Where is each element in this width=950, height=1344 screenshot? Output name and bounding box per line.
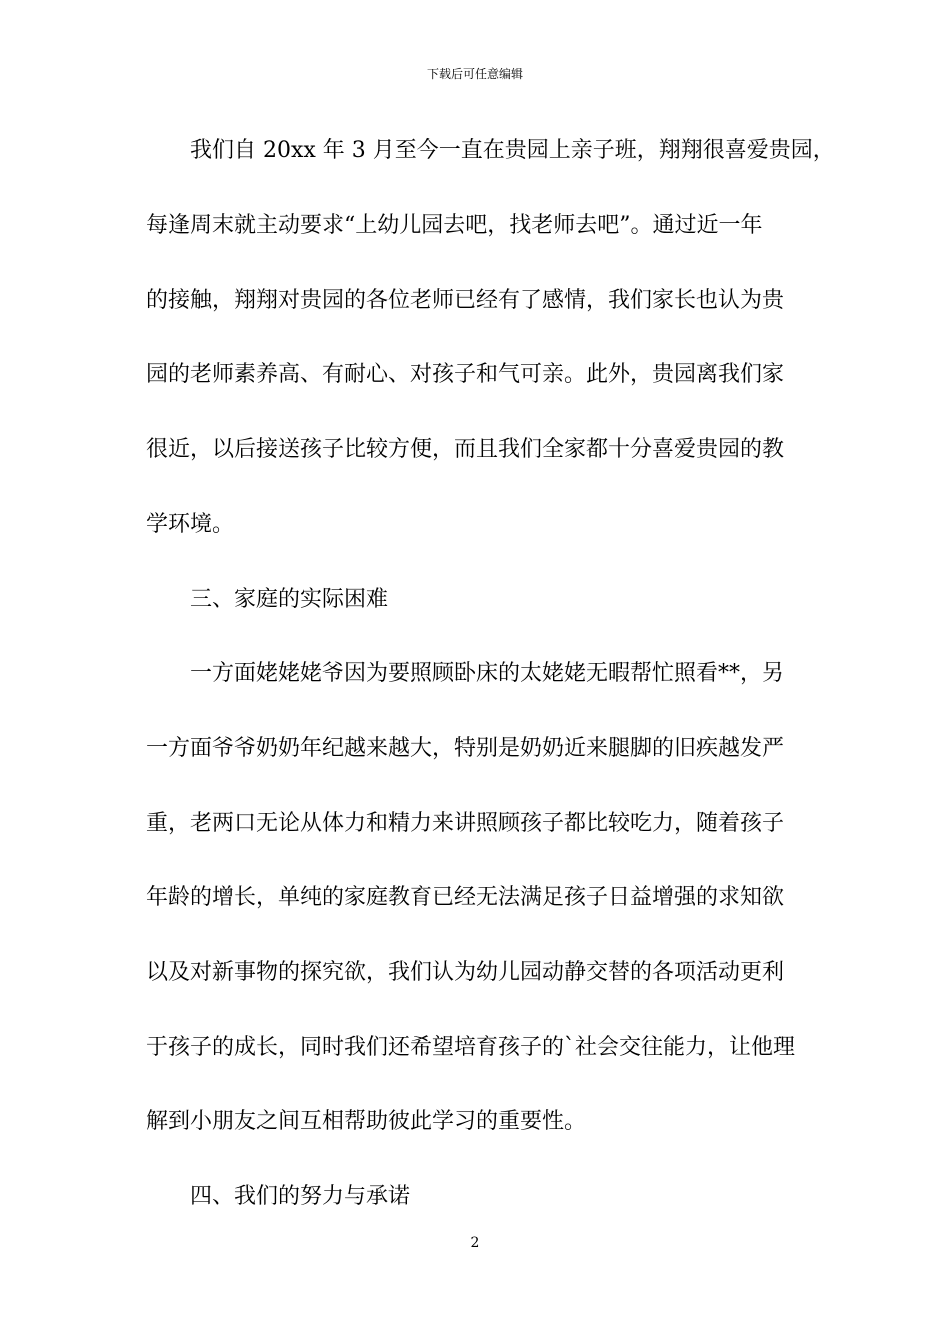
section-heading: 三、家庭的实际困难 bbox=[146, 587, 389, 612]
page-header: 下载后可任意编辑 bbox=[426, 67, 523, 81]
paragraph-line: 的接触，翔翔对贵园的各位老师已经有了感情，我们家长也认为贵 bbox=[146, 288, 785, 313]
paragraph-line: 每逢周末就主动要求“上幼儿园去吧，找老师去吧”。通过近一年 bbox=[146, 213, 763, 238]
section-heading: 四、我们的努力与承诺 bbox=[146, 1184, 411, 1209]
paragraph-line: 我们自 20xx 年 3 月至今一直在贵园上亲子班，翔翔很喜爱贵园， bbox=[146, 138, 835, 163]
paragraph-line: 重，老两口无论从体力和精力来讲照顾孩子都比较吃力，随着孩子 bbox=[146, 811, 785, 836]
paragraph-line: 一方面爷爷奶奶年纪越来越大，特别是奶奶近来腿脚的旧疾越发严 bbox=[146, 736, 785, 761]
paragraph-line: 学环境。 bbox=[146, 512, 235, 537]
paragraph-line: 年龄的增长，单纯的家庭教育已经无法满足孩子日益增强的求知欲 bbox=[146, 885, 785, 910]
page-number: 2 bbox=[470, 1235, 480, 1251]
paragraph-line: 解到小朋友之间互相帮助彼此学习的重要性。 bbox=[146, 1109, 587, 1134]
paragraph-line: 园的老师素养高、有耐心、对孩子和气可亲。此外，贵园离我们家 bbox=[146, 362, 785, 387]
paragraph-line: 很近，以后接送孩子比较方便，而且我们全家都十分喜爱贵园的教 bbox=[146, 437, 785, 462]
paragraph-line: 以及对新事物的探究欲，我们认为幼儿园动静交替的各项活动更利 bbox=[146, 960, 785, 985]
paragraph-line: 一方面姥姥姥爷因为要照顾卧床的太姥姥无暇帮忙照看**，另 bbox=[146, 661, 785, 686]
paragraph-line: 于孩子的成长，同时我们还希望培育孩子的`社会交往能力，让他理 bbox=[146, 1035, 796, 1060]
